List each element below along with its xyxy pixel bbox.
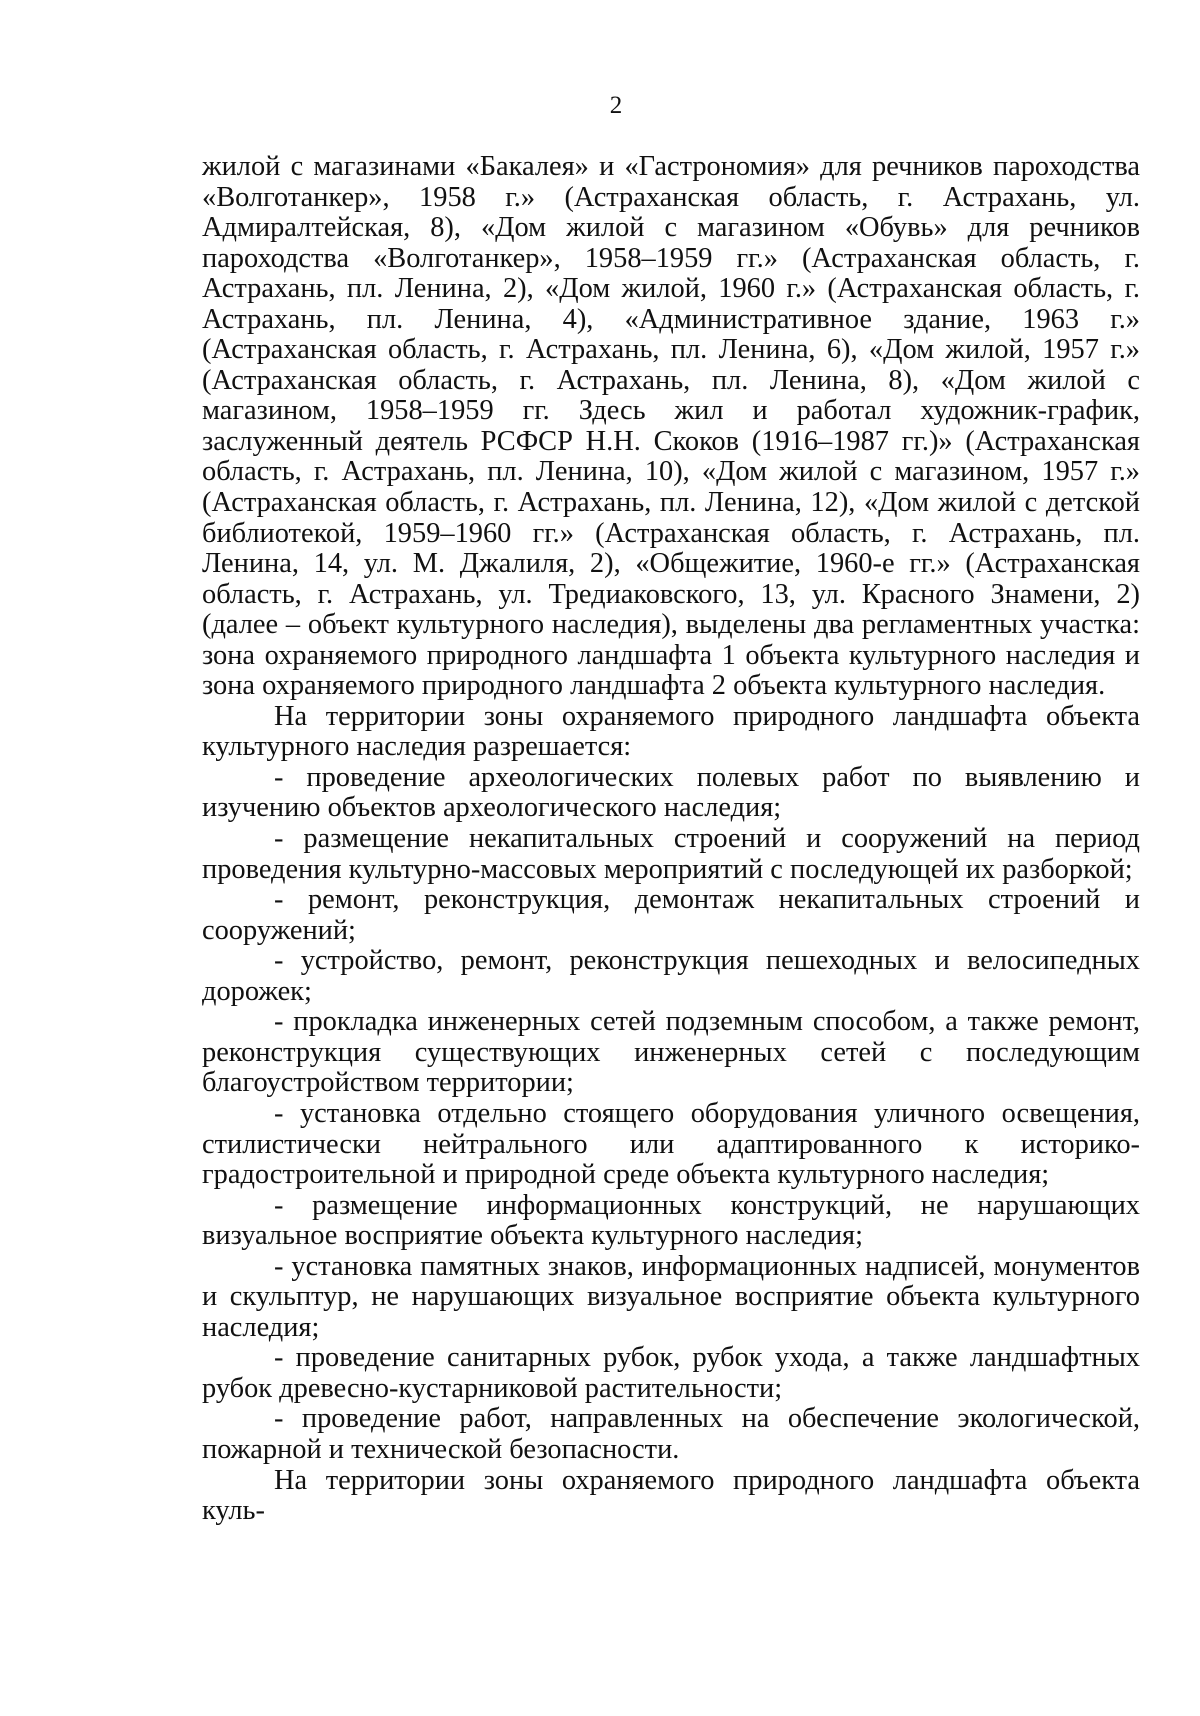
document-body: [202, 152, 1140, 1527]
permitted-item-street-lighting: - установка отдельно стоящего оборудования уличного освещения, стилистически нейтрального или адаптированного к историко-градостроительной и природной среде объекта культурного наследия;: [202, 1097, 1140, 1191]
permitted-item-tree-felling: - проведение санитарных рубок, рубок ухода, а также ландшафтных рубок древесно-кустарниковой растительности;: [202, 1342, 1140, 1404]
page-number: 2: [609, 92, 623, 119]
permitted-item-archaeology: - проведение археологических полевых работ по выявлению и изучению объектов археологического наследия;: [202, 761, 1140, 824]
permitted-item-monuments: - установка памятных знаков, информационных надписей, монументов и скульптур, не нарушающих визуальное восприятие объекта культурного наследия;: [202, 1250, 1140, 1343]
continuation-paragraph: На территории зоны охраняемого природного ландшафта объекта куль-: [202, 1464, 1140, 1527]
permitted-item-paths: - устройство, ремонт, реконструкция пешеходных и велосипедных дорожек;: [202, 945, 1140, 1007]
permitted-heading-paragraph: На территории зоны охраняемого природного ландшафта объекта культурного наследия разрешается:: [202, 700, 1140, 763]
permitted-item-information-structures: - размещение информационных конструкций, не нарушающих визуальное восприятие объекта культурного наследия;: [202, 1189, 1140, 1252]
permitted-item-repair-demolition: - ремонт, реконструкция, демонтаж некапитальных строений и сооружений;: [202, 884, 1140, 946]
permitted-item-temporary-structures: - размещение некапитальных строений и сооружений на период проведения культурно-массовых мероприятий с последующей их разборкой;: [202, 823, 1140, 885]
intro-paragraph: жилой с магазинами «Бакалея» и «Гастрономия» для речников пароходства «Волготанкер», 1958 г.» (Астраханская область, г. Астрахань, ул. Адмиралтейская, 8), «Дом жилой с магазином «Обувь» для речников пароходства «Волготанкер», 1958–1959 гг.» (Астраханская область, г. Астрахань, пл. Ленина, 2), «Дом жилой, 1960 г.» (Астраханская область, г. Астрахань, пл. Ленина, 4), «Административное здание, 1963 г.» (Астраханская область, г. Астрахань, пл. Ленина, 6), «Дом жилой, 1957 г.» (Астраханская область, г. Астрахань, пл. Ленина, 8), «Дом жилой с магазином, 1958–1959 гг. Здесь жил и работал художник-график, заслуженный деятель РСФСР Н.Н. Скоков (1916–1987 гг.)» (Астраханская область, г. Астрахань, пл. Ленина, 10), «Дом жилой с магазином, 1957 г.» (Астраханская область, г. Астрахань, пл. Ленина, 12), «Дом жилой с детской библиотекой, 1959–1960 гг.» (Астраханская область, г. Астрахань, пл. Ленина, 14, ул. М. Джалиля, 2), «Общежитие, 1960-е гг.» (Астраханская область, г. Астрахань, ул. Тредиаковского, 13, ул. Красного Знамени, 2) (далее – объект культурного наследия), выделены два регламентных участка: зона охраняемого природного ландшафта 1 объекта культурного наследия и зона охраняемого природного ландшафта 2 объекта культурного наследия.: [202, 151, 1140, 702]
permitted-item-utility-networks: - прокладка инженерных сетей подземным способом, а также ремонт, реконструкция существующих инженерных сетей с последующим благоустройством территории;: [202, 1006, 1140, 1099]
permitted-item-safety-works: - проведение работ, направленных на обеспечение экологической, пожарной и технической безопасности.: [202, 1403, 1140, 1465]
